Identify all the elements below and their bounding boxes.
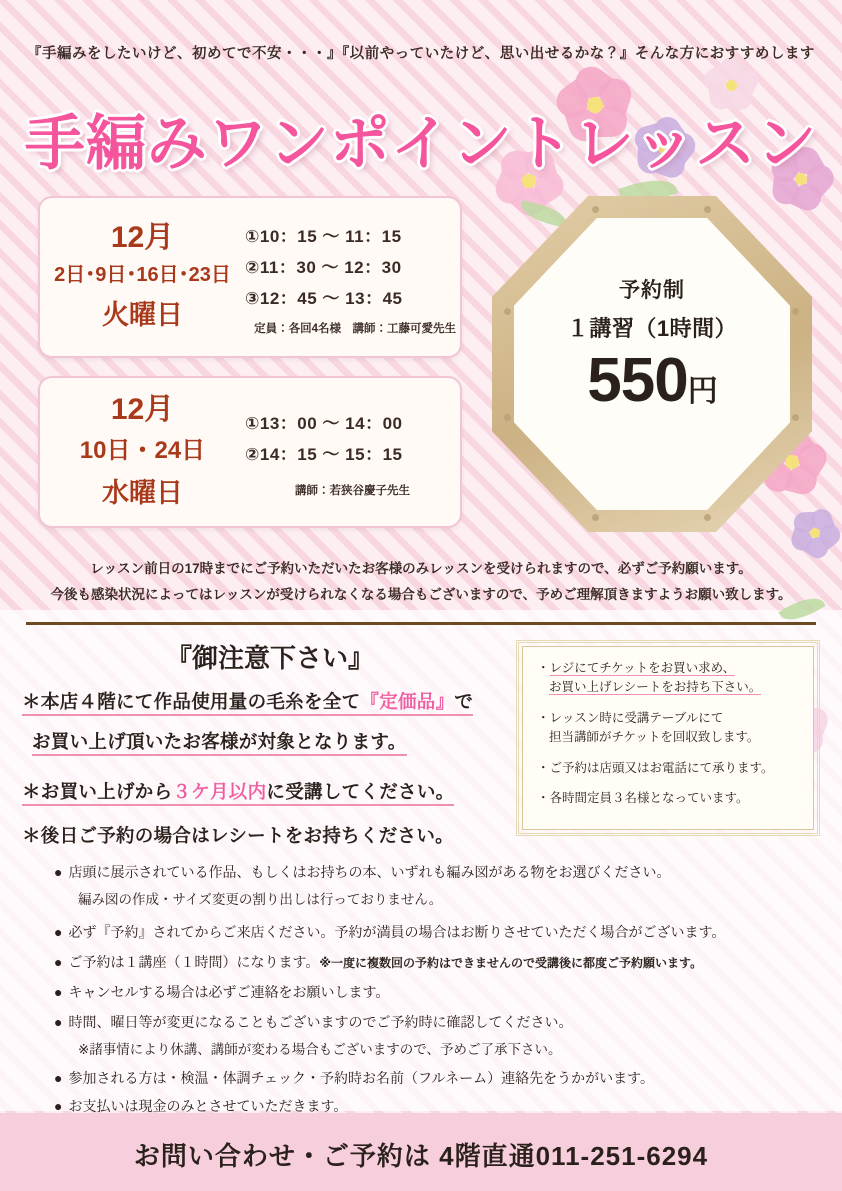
schedule-note: 定員：各回4名様 講師：工藤可愛先生 [254,322,456,335]
schedule-weekday: 火曜日 [102,299,183,330]
caution-item-emphasis: ３ケ月以内 [172,781,267,802]
schedule-time-slot: ②11：30 ～ 12：30 [245,257,402,277]
schedule-time-slot: ②14：15 ～ 15：15 [245,445,403,464]
caution-item [22,778,454,804]
caution-item-pre: ＊本店４階にて作品使用量の毛糸を全て [22,691,361,712]
schedule-date-column [40,378,245,526]
schedule-date-column [40,198,245,356]
bullet-icon: ・ [537,661,550,675]
list-item [54,1096,814,1117]
price-amount-row [492,345,812,416]
ticket-info-line: レジにてチケットをお買い求め、 [549,661,736,675]
list-item-sub [78,888,818,908]
schedule-month: 12月 [110,221,175,255]
horizontal-divider [26,622,816,625]
screw-icon [704,514,711,521]
ticket-info-line: 担当講師がチケットを回収致します。 [549,730,760,745]
ticket-info-line: ご予約は店頭又はお電話にて承ります。 [549,761,774,775]
caution-item-text [22,781,454,806]
caution-item-text [22,691,473,716]
list-item-text: 参加される方は・検温・体調チェック・予約時お名前（フルネーム）連絡先をうかがいます。 [68,1070,654,1086]
caution-heading: 『御注意下さい』 [165,643,374,673]
screw-icon [592,206,599,213]
list-item [54,1068,814,1089]
price-frame [492,196,812,532]
bullet-icon: ● [54,1098,63,1114]
list-item-text: お支払いは現金のみとさせていただきます。 [68,1098,348,1114]
schedule-note: 講師：若狭谷慶子先生 [295,485,410,497]
contact-footer: お問い合わせ・ご予約は 4階直通011-251-6294 [133,1141,709,1171]
caution-item-emphasis: 『定価品』 [360,691,455,712]
list-item [54,952,814,973]
list-item-text: 店頭に展示されている作品、もしくはお持ちの本、いずれも編み図がある物をお選びください。 [68,864,671,880]
ticket-info-line: お買い上げレシートをお持ち下さい。 [549,680,762,695]
schedule-time-column [245,378,460,526]
list-item-subtext: ※諸事情により休講、講師が変わる場合もございますので、予めご了承下さい。 [78,1042,562,1057]
screw-icon [592,514,599,521]
bullet-icon: ● [54,864,63,880]
schedule-time-slot: ①13：00 ～ 14：00 [245,414,403,433]
schedule-month: 12月 [110,393,175,427]
reservation-notice [28,556,814,607]
bullet-icon: ● [54,924,63,940]
schedule-time-slot: ①10：15 ～ 11：15 [245,226,402,246]
price-content [492,274,812,416]
list-item-text: ご予約は１講座（１時間）になります。 [68,954,320,970]
ticket-info-item [537,789,799,808]
reservation-notice-line1: レッスン前日の17時までにご予約いただいたお客様のみレッスンを受けられますので、必ずご予約願います。 [90,561,752,576]
bullet-icon: ・ [537,761,550,775]
price-currency: 円 [687,375,717,408]
caution-item [22,688,473,714]
schedule-weekday: 水曜日 [102,477,183,508]
screw-icon [704,206,711,213]
schedule-days: 10日・24日 [79,436,206,464]
ticket-info-line: 各時間定員３名様となっています。 [549,791,749,805]
list-item-sub [78,1038,818,1058]
caution-item-post: で [454,691,474,712]
page-title: 手編みワンポイントレッスン [24,110,818,177]
list-item [54,982,814,1003]
ticket-info-box [522,646,814,830]
caution-item-post: に受講してください。 [266,781,455,802]
bullet-icon: ● [54,1014,63,1030]
ticket-info-item [537,709,799,748]
bullet-icon: ・ [537,791,550,805]
caution-item [32,728,407,754]
reservation-notice-line2: 今後も感染状況によってはレッスンが受けられなくなる場合もございますので、予めご理解頂きますようお願い致します。 [50,586,792,602]
schedule-card-wednesday [38,376,462,528]
caution-item-text: お買い上げ頂いたお客様が対象となります。 [32,731,407,756]
price-amount: 550 [587,346,688,415]
list-item-text: 時間、曜日等が変更になることもございますのでご予約時に確認してください。 [68,1014,573,1030]
list-item-text: キャンセルする場合は必ずご連絡をお願いします。 [68,984,390,1000]
list-item [54,922,814,943]
list-item [54,862,814,883]
price-reservation-label: 予約制 [619,279,685,302]
list-item-text: 必ず『予約』されてからご来店ください。予約が満員の場合はお断りさせていただく場合がございます。 [68,924,726,940]
ticket-info-line: レッスン時に受講テーブルにて [549,711,724,725]
caution-item [22,822,454,848]
caution-item-text: ＊後日ご予約の場合はレシートをお持ちください。 [22,825,454,846]
list-item-tail: ※一度に複数回の予約はできませんので受講後に都度ご予約願います。 [319,956,703,970]
bullet-icon: ・ [537,711,550,725]
ticket-info-item [537,759,799,778]
price-session-label: １講習（1時間） [566,316,738,341]
schedule-days: 2日･9日･16日･23日 [54,263,231,286]
schedule-card-tuesday [38,196,462,358]
bullet-icon: ● [54,984,63,1000]
list-item [54,1012,814,1033]
list-item-subtext: 編み図の作成・サイズ変更の割り出しは行っておりません。 [78,892,443,907]
ticket-info-item [537,659,799,698]
bullet-icon: ● [54,1070,63,1086]
bullet-icon: ● [54,954,63,970]
schedule-time-slot: ③12：45 ～ 13：45 [245,288,403,308]
schedule-time-column [245,198,460,356]
lead-text: 『手編みをしたいけど、初めてで不安・・・』『以前やっていたけど、思い出せるかな？』そんな方におすすめします [27,46,815,62]
caution-item-pre: ＊お買い上げから [22,781,173,802]
